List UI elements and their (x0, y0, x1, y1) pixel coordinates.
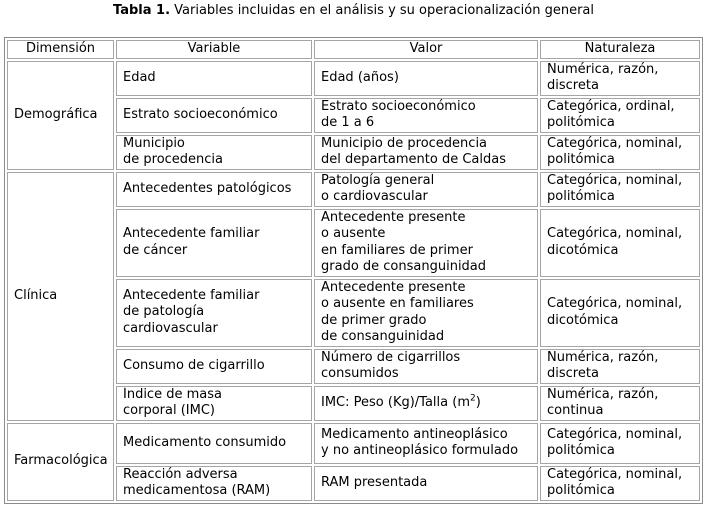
header-naturaleza: Naturaleza (540, 40, 700, 59)
valor-cell: Antecedente presente o ausente en familiares de primer grado de consanguinidad (314, 279, 538, 347)
dimension-clinica: Clínica (7, 172, 114, 421)
dimension-farmacologica: Farmacológica (7, 423, 114, 501)
dimension-demografica: Demográfica (7, 61, 114, 170)
naturaleza-cell: Categórica, nominal, politómica (540, 466, 700, 501)
header-variable: Variable (116, 40, 312, 59)
variable-cell: Edad (116, 61, 312, 96)
naturaleza-cell: Categórica, nominal, dicotómica (540, 209, 700, 277)
variable-cell: Índice de masa corporal (IMC) (116, 386, 312, 421)
valor-cell (314, 386, 538, 421)
valor-cell: Estrato socioeconómico de 1 a 6 (314, 98, 538, 133)
variable-cell: Antecedente familiar de cáncer (116, 209, 312, 277)
naturaleza-cell: Categórica, nominal, politómica (540, 172, 700, 207)
imc-exponent: 2 (470, 393, 476, 404)
variable-cell: Estrato socioeconómico (116, 98, 312, 133)
imc-formula: IMC: Peso (Kg)/Talla (m (321, 394, 470, 410)
table-header-row (7, 40, 700, 59)
naturaleza-cell: Numérica, razón, discreta (540, 61, 700, 96)
variable-cell: Reacción adversa medicamentosa (RAM) (116, 466, 312, 501)
variable-cell: Consumo de cigarrillo (116, 349, 312, 384)
table-row (7, 423, 700, 464)
variable-cell: Antecedente familiar de patología cardiovascular (116, 279, 312, 347)
table-row (7, 172, 700, 207)
naturaleza-cell: Categórica, nominal, dicotómica (540, 279, 700, 347)
imc-formula-close: ) (475, 394, 481, 410)
naturaleza-cell: Numérica, razón, continua (540, 386, 700, 421)
table-number: Tabla 1. (113, 3, 171, 18)
naturaleza-cell: Categórica, nominal, politómica (540, 423, 700, 464)
variables-table (4, 37, 703, 504)
variable-cell: Medicamento consumido (116, 423, 312, 464)
valor-cell: Edad (años) (314, 61, 538, 96)
valor-cell: Medicamento antineoplásico y no antineoplásico formulado (314, 423, 538, 464)
valor-cell: RAM presentada (314, 466, 538, 501)
naturaleza-cell: Numérica, razón, discreta (540, 349, 700, 384)
valor-cell: Antecedente presente o ausente en familiares de primer grado de consanguinidad (314, 209, 538, 277)
valor-cell: Patología general o cardiovascular (314, 172, 538, 207)
naturaleza-cell: Categórica, ordinal, politómica (540, 98, 700, 133)
header-valor: Valor (314, 40, 538, 59)
table-title: Variables incluidas en el análisis y su operacionalización general (174, 3, 594, 18)
valor-cell: Municipio de procedencia del departamento de Caldas (314, 135, 538, 170)
table-caption (0, 2, 707, 20)
table-row (7, 61, 700, 96)
naturaleza-cell: Categórica, nominal, politómica (540, 135, 700, 170)
header-dimension: Dimensión (7, 40, 114, 59)
variable-cell: Municipio de procedencia (116, 135, 312, 170)
valor-cell: Número de cigarrillos consumidos (314, 349, 538, 384)
variable-cell: Antecedentes patológicos (116, 172, 312, 207)
